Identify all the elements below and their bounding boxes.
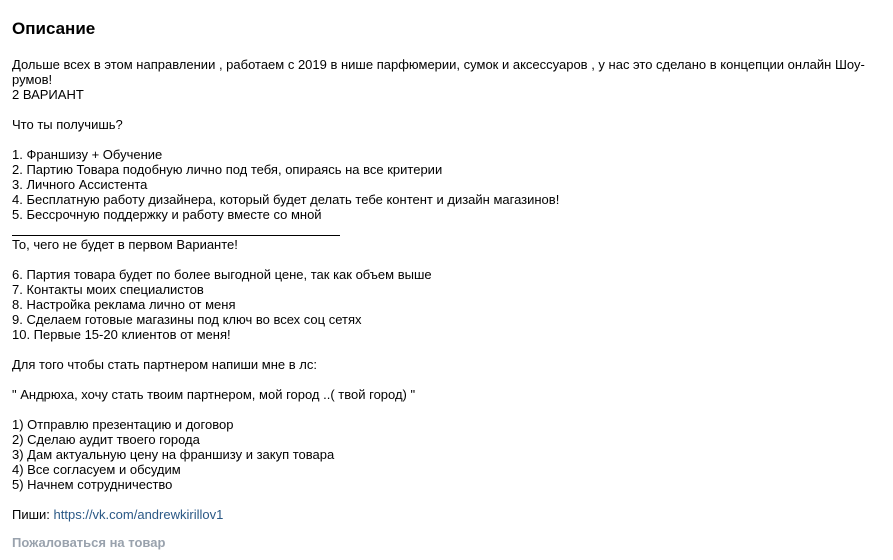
contact-line [12, 507, 882, 522]
contact-link[interactable]: https://vk.com/andrewkirillov1 [53, 507, 224, 522]
step-item: 4) Все согласуем и обсудим [12, 462, 181, 477]
step-item: 5) Начнем сотрудничество [12, 477, 173, 492]
benefit-item: 3. Личного Ассистента [12, 177, 148, 192]
partner-quote: " Андрюха, хочу стать твоим партнером, мой город ..( твой город) " [12, 387, 416, 402]
extra-item: 10. Первые 15-20 клиентов от меня! [12, 327, 231, 342]
partner-prompt: Для того чтобы стать партнером напиши мне в лс: [12, 357, 317, 372]
extra-item: 8. Настройка реклама лично от меня [12, 297, 236, 312]
benefit-item: 4. Бесплатную работу дизайнера, который будет делать тебе контент и дизайн магазинов! [12, 192, 560, 207]
blank-line [12, 102, 882, 117]
variant-label: 2 ВАРИАНТ [12, 87, 84, 102]
contact-label: Пиши: [12, 507, 54, 522]
intro-line: Дольше всех в этом направлении , работаем с 2019 в нише парфюмерии, сумок и аксессуаров , у нас это сделано в концепции онлайн Шоу- [12, 57, 865, 72]
report-product-link[interactable]: Пожаловаться на товар [12, 535, 166, 550]
intro-line: румов! [12, 72, 53, 87]
extra-item: 6. Партия товара будет по более выгодной цене, так как объем выше [12, 267, 432, 282]
step-item: 1) Отправлю презентацию и договор [12, 417, 234, 432]
step-item: 2) Сделаю аудит твоего города [12, 432, 200, 447]
description-text [12, 57, 882, 522]
extra-item: 7. Контакты моих специалистов [12, 282, 204, 297]
step-item: 3) Дам актуальную цену на франшизу и закуп товара [12, 447, 335, 462]
section-title: Описание [12, 19, 96, 38]
benefit-item: 2. Партию Товара подобную лично под тебя, опираясь на все критерии [12, 162, 443, 177]
blank-line [12, 492, 882, 507]
blank-line [12, 372, 882, 387]
blank-line [12, 402, 882, 417]
underscore-divider [12, 222, 340, 237]
blank-line [12, 252, 882, 267]
extra-item: 9. Сделаем готовые магазины под ключ во всех соц сетях [12, 312, 362, 327]
blank-line [12, 132, 882, 147]
benefit-item: 5. Бессрочную поддержку и работу вместе со мной [12, 207, 322, 222]
blank-line [12, 342, 882, 357]
question-line: Что ты получишь? [12, 117, 123, 132]
not-in-first-line: То, чего не будет в первом Варианте! [12, 237, 238, 252]
benefit-item: 1. Франшизу + Обучение [12, 147, 163, 162]
